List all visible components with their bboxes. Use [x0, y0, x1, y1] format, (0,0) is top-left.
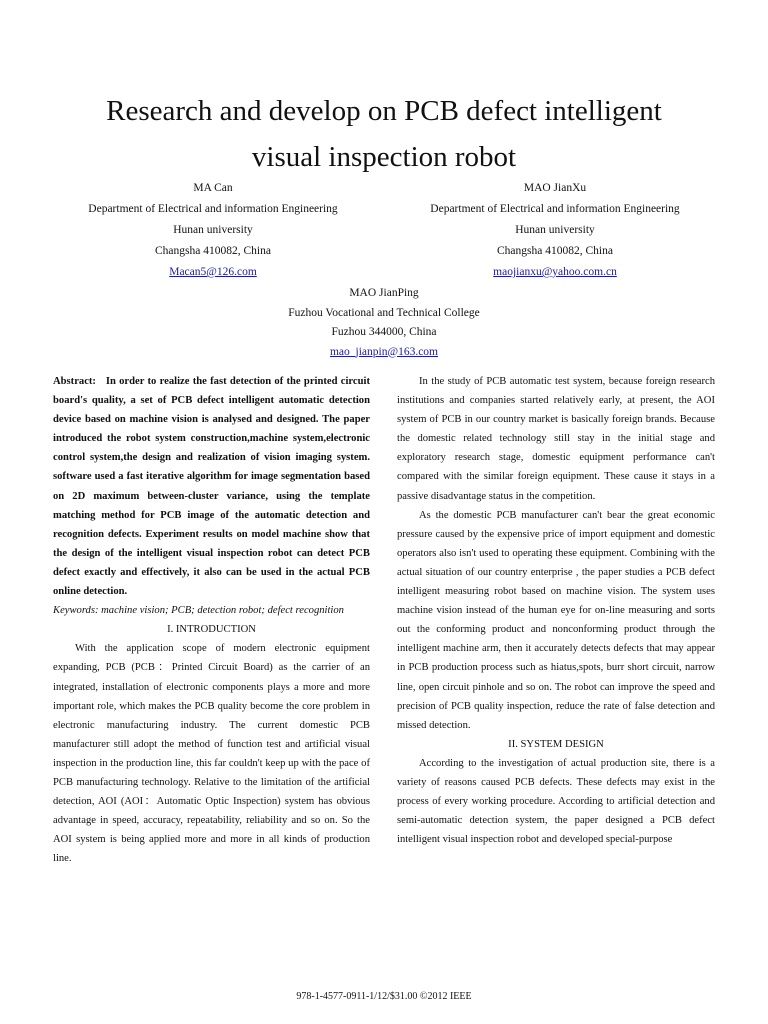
abstract [53, 372, 370, 601]
author-city: Changsha 410082, China [155, 245, 271, 257]
introduction-paragraph: With the application scope of modern electronic equipment expanding, PCB (PCB：Printed Circuit Board) as the carrier of an integrated, installation of electronic components plays a more and more important role, which makes the PCB quality become the core problem in electronic manufacturing industry. The current domestic PCB manufacturer still adopt the method of function test and artificial visual inspection in the production line, this far couldn't keep up with the pace of PCB manufacturing technology. Relative to the limitation of the artificial detection, AOI (AOI：Automatic Optic Inspection) system has obvious advantage in speed, accuracy, repeatability, reliability and so on. So the AOI system is being applied more and more in all kinds of production line. [53, 643, 370, 865]
body-paragraph: In the study of PCB automatic test system, because foreign research institutions and companies started relatively early, at present, the AOI system of PCB in our country market is basically foreign brands. Because the domestic related technology still stay in the initial stage and exploratory research stage, domestic equipment performance can't compared with the similar foreign equipment. These cause it stays in a passive disadvantage status in the competition. [397, 376, 715, 502]
author-city: Fuzhou 344000, China [331, 326, 437, 338]
author-name: MAO JianXu [523, 182, 587, 194]
left-column [53, 372, 370, 868]
section-heading-introduction: I. INTRODUCTION [167, 624, 256, 636]
author-department: Fuzhou Vocational and Technical College [288, 306, 480, 319]
author-block-mao-jianxu [372, 178, 738, 283]
author-city: Changsha 410082, China [497, 245, 613, 257]
author-department: Department of Electrical and information Engineering [430, 203, 680, 215]
paper-title-line-1: Research and develop on PCB defect intelligent [106, 95, 662, 127]
author-email-link[interactable]: Macan5@126.com [169, 266, 257, 278]
paper-title [40, 88, 728, 180]
copyright-footer: 978-1-4577-0911-1/12/$31.00 ©2012 IEEE [296, 991, 472, 1002]
author-university: Hunan university [515, 224, 595, 236]
author-email-link[interactable]: maojianxu@yahoo.com.cn [493, 266, 617, 278]
abstract-text: In order to realize the fast detection of the printed circuit board's quality, a set of PCB defect intelligent automatic detection device based on machine vision is analysed and designed. The paper introduced the robot system construction,machine system,electronic control system,the design and realization of vision imaging system. software used a fast iterative algorithm for image segmentation based on 2D maximum between-cluster variance, using the template matching method for PCB image of the automatic detection and recognition defects. Experiment results on model machine show that the design of the intelligent visual inspection robot can detect PCB defect exactly and effectively, it also can be used in the actual PCB online detection. [53, 376, 370, 598]
author-block-mao-jianping [184, 284, 584, 362]
section-heading-system-design: II. SYSTEM DESIGN [508, 738, 604, 750]
body-paragraph: As the domestic PCB manufacturer can't bear the great economic pressure caused by the expensive price of import equipment and domestic operators also isn't used to operating these equipment. Combining with the actual situation of our country enterprise , the paper studies a PCB defect intelligent measuring robot based on machine vision. The system uses machine vision instead of the human eye for on-line measuring and sorts out the conforming product and nonconforming product through the intelligent machine arm, then it accurately detects defects that may appear in PCB production process such as hiatus,spots, burr short circuit, narrow line, open circuit pinhole and so on. The robot can improve the speed and precision of PCB quality inspection, reduce the rate of false detection and missed detection. [397, 509, 715, 731]
author-name: MAO JianPing [349, 287, 419, 299]
paper-title-line-2: visual inspection robot [251, 141, 517, 173]
author-email-link[interactable]: mao_jianpin@163.com [329, 345, 438, 358]
right-column [397, 372, 715, 849]
author-department: Department of Electrical and information Engineering [88, 203, 338, 215]
author-block-ma-can [30, 178, 396, 283]
abstract-label: Abstract: [53, 376, 96, 387]
author-name: MA Can [193, 182, 233, 194]
body-paragraph: According to the investigation of actual production site, there is a variety of reasons caused PCB defects. These defects may exist in the process of every working procedure. According to artificial detection and semi-automatic detection system, the paper designed a PCB defect intelligent visual inspection robot and developed special-purpose [397, 757, 715, 846]
author-university: Hunan university [173, 224, 253, 236]
keywords: Keywords: machine vision; PCB; detection robot; defect recognition [53, 605, 344, 617]
